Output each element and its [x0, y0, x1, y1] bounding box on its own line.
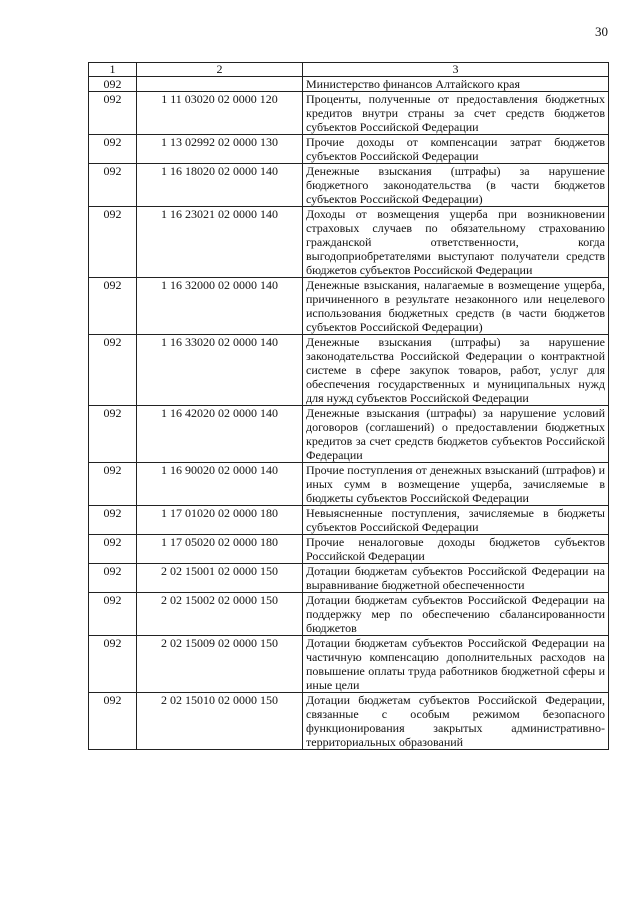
description-cell: Денежные взыскания (штрафы) за нарушение бюджетного законодательства (в части бюджетов субъектов Российской Федерации): [303, 164, 609, 207]
table-row: [89, 207, 609, 278]
description-cell: Дотации бюджетам субъектов Российской Федерации на выравнивание бюджетной обеспеченности: [303, 564, 609, 593]
description-cell: Прочие неналоговые доходы бюджетов субъектов Российской Федерации: [303, 535, 609, 564]
admin-code-cell: 092: [89, 535, 137, 564]
revenue-code-cell: 1 16 32000 02 0000 140: [137, 278, 303, 335]
description-cell: Невыясненные поступления, зачисляемые в бюджеты субъектов Российской Федерации: [303, 506, 609, 535]
admin-code-cell: 092: [89, 564, 137, 593]
description-cell: Дотации бюджетам субъектов Российской Федерации на поддержку мер по обеспечению сбалансированности бюджетов: [303, 593, 609, 636]
admin-code-cell: 092: [89, 593, 137, 636]
table-row: [89, 135, 609, 164]
admin-code-cell: 092: [89, 406, 137, 463]
description-cell: Доходы от возмещения ущерба при возникновении страховых случаев по обязательному страхованию гражданской ответственности, когда выгодоприобретателями выступают получатели средств бюджетов субъектов Российской Федерации: [303, 207, 609, 278]
revenue-code-cell: 1 16 23021 02 0000 140: [137, 207, 303, 278]
page-number: 30: [595, 24, 608, 39]
description-cell: Дотации бюджетам субъектов Российской Федерации, связанные с особым режимом безопасного функционирования закрытых административно-территориальных образований: [303, 693, 609, 750]
admin-code-cell: 092: [89, 335, 137, 406]
admin-code-cell: 092: [89, 164, 137, 207]
table-row: [89, 278, 609, 335]
revenue-code-cell: 1 17 05020 02 0000 180: [137, 535, 303, 564]
table-row: [89, 693, 609, 750]
revenue-code-cell: 1 16 90020 02 0000 140: [137, 463, 303, 506]
revenue-code-cell: 2 02 15001 02 0000 150: [137, 564, 303, 593]
table-row: [89, 463, 609, 506]
column-header-1: 1: [89, 63, 137, 77]
table-row: [89, 164, 609, 207]
revenue-codes-table: [88, 62, 609, 750]
admin-code-cell: 092: [89, 207, 137, 278]
table-row: [89, 77, 609, 92]
description-cell: Денежные взыскания, налагаемые в возмещение ущерба, причиненного в результате незаконного или нецелевого использования бюджетных средств (в части бюджетов субъектов Российской Федерации): [303, 278, 609, 335]
table-row: [89, 335, 609, 406]
revenue-code-cell: 1 17 01020 02 0000 180: [137, 506, 303, 535]
table-row: [89, 506, 609, 535]
admin-code-cell: 092: [89, 135, 137, 164]
table-row: [89, 636, 609, 693]
description-cell: Дотации бюджетам субъектов Российской Федерации на частичную компенсацию дополнительных расходов на повышение оплаты труда работников бюджетной сферы и иные цели: [303, 636, 609, 693]
revenue-code-cell: 1 11 03020 02 0000 120: [137, 92, 303, 135]
table-row: [89, 92, 609, 135]
column-header-3: 3: [303, 63, 609, 77]
revenue-code-cell: 1 16 33020 02 0000 140: [137, 335, 303, 406]
admin-code-cell: 092: [89, 92, 137, 135]
revenue-code-cell: 1 16 42020 02 0000 140: [137, 406, 303, 463]
table-row: [89, 593, 609, 636]
revenue-code-cell: 2 02 15009 02 0000 150: [137, 636, 303, 693]
table-row: [89, 406, 609, 463]
revenue-code-cell: 2 02 15010 02 0000 150: [137, 693, 303, 750]
description-cell: Денежные взыскания (штрафы) за нарушение законодательства Российской Федерации о контрактной системе в сфере закупок товаров, работ, услуг для обеспечения государственных и муниципальных нужд для нужд субъектов Российской Федерации: [303, 335, 609, 406]
revenue-code-cell: 1 13 02992 02 0000 130: [137, 135, 303, 164]
admin-code-cell: 092: [89, 77, 137, 92]
description-cell: Денежные взыскания (штрафы) за нарушение условий договоров (соглашений) о предоставлении бюджетных кредитов за счет средств бюджетов субъектов Российской Федерации: [303, 406, 609, 463]
table-row: [89, 564, 609, 593]
admin-code-cell: 092: [89, 693, 137, 750]
admin-code-cell: 092: [89, 463, 137, 506]
admin-code-cell: 092: [89, 278, 137, 335]
revenue-code-cell: 1 16 18020 02 0000 140: [137, 164, 303, 207]
admin-code-cell: 092: [89, 506, 137, 535]
table-header-row: [89, 63, 609, 77]
description-cell: Прочие доходы от компенсации затрат бюджетов субъектов Российской Федерации: [303, 135, 609, 164]
description-cell: Министерство финансов Алтайского края: [303, 77, 609, 92]
description-cell: Прочие поступления от денежных взысканий (штрафов) и иных сумм в возмещение ущерба, зачисляемые в бюджеты субъектов Российской Федерации: [303, 463, 609, 506]
revenue-code-cell: [137, 77, 303, 92]
admin-code-cell: 092: [89, 636, 137, 693]
table-row: [89, 535, 609, 564]
revenue-code-cell: 2 02 15002 02 0000 150: [137, 593, 303, 636]
description-cell: Проценты, полученные от предоставления бюджетных кредитов внутри страны за счет средств бюджетов субъектов Российской Федерации: [303, 92, 609, 135]
column-header-2: 2: [137, 63, 303, 77]
